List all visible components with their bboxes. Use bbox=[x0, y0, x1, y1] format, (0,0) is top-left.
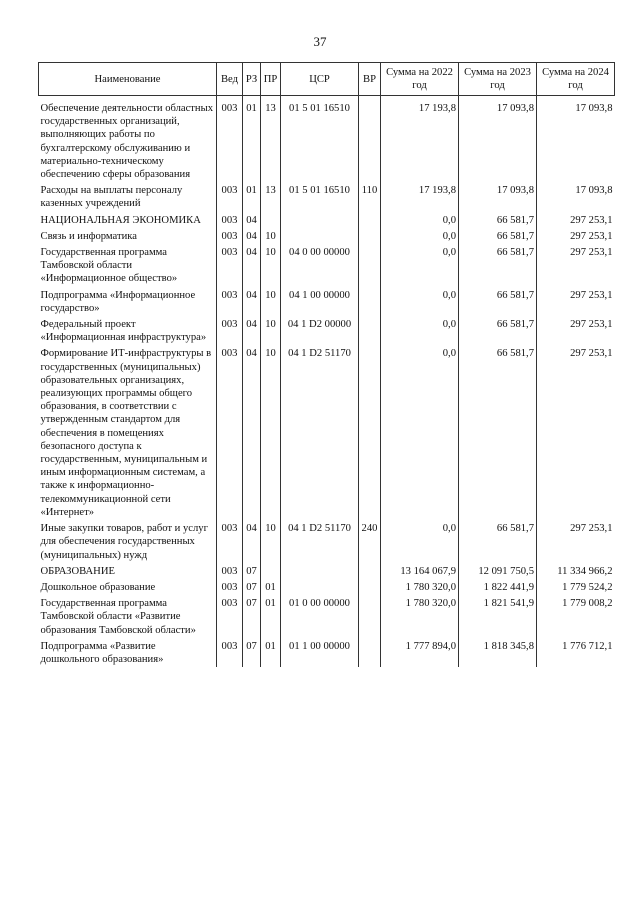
cell-csr: 04 1 D2 51170 bbox=[281, 345, 359, 520]
cell-pr bbox=[261, 212, 281, 228]
header-csr: ЦСР bbox=[281, 63, 359, 96]
cell-vr bbox=[359, 228, 381, 244]
cell-name: Обеспечение деятельности областных государственных организаций, выполняющих работы по бухгалтерскому обслуживанию и материально-техническому обеспечению сферы образования bbox=[39, 100, 217, 182]
header-name: Наименование bbox=[39, 63, 217, 96]
cell-pr: 13 bbox=[261, 182, 281, 211]
table-row bbox=[39, 595, 615, 638]
cell-rz: 07 bbox=[243, 563, 261, 579]
cell-rz: 07 bbox=[243, 579, 261, 595]
cell-sum-2024: 297 253,1 bbox=[570, 289, 613, 301]
cell-ved: 003 bbox=[217, 244, 243, 287]
table-row bbox=[39, 316, 615, 345]
cell-ved: 003 bbox=[217, 316, 243, 345]
cell-rz: 01 bbox=[243, 182, 261, 211]
cell-ved: 003 bbox=[217, 228, 243, 244]
cell-sum-2023: 17 093,8 bbox=[459, 182, 537, 211]
cell-sum-2024: 297 253,1 bbox=[570, 247, 613, 259]
cell-pr: 01 bbox=[261, 595, 281, 638]
cell-sum-2023: 1 818 345,8 bbox=[459, 638, 537, 667]
table-header bbox=[39, 63, 615, 96]
cell-name: Формирование ИТ-инфраструктуры в государственных (муниципальных) образовательных организациях, реализующих программы общего образования, в соответствии с утвержденным стандартом для обеспечения в помещениях безопасного доступа к государственным, муниципальным и иным информационным системам, а также к информационно-телекоммуникационной сети «Интернет» bbox=[39, 345, 217, 520]
table-body bbox=[39, 96, 615, 668]
cell-vr: 110 bbox=[359, 182, 381, 211]
cell-sum-2023: 66 581,7 bbox=[459, 316, 537, 345]
cell-sum-2024: 17 093,8 bbox=[575, 103, 613, 114]
table-row bbox=[39, 287, 615, 316]
header-sum-2022: Сумма на 2022 год bbox=[381, 63, 459, 96]
cell-vr bbox=[359, 287, 381, 316]
table-row bbox=[39, 182, 615, 211]
cell-rz: 04 bbox=[243, 212, 261, 228]
cell-sum-2022: 17 193,8 bbox=[381, 182, 459, 211]
cell-sum-2024: 297 253,1 bbox=[570, 319, 613, 331]
cell-sum-2022: 13 164 067,9 bbox=[381, 563, 459, 579]
cell-sum-2022: 1 780 320,0 bbox=[381, 595, 459, 638]
cell-csr bbox=[281, 212, 359, 228]
cell-sum-2023: 66 581,7 bbox=[459, 345, 537, 520]
cell-sum-2024: 1 779 008,2 bbox=[562, 598, 613, 610]
cell-vr bbox=[359, 345, 381, 520]
cell-sum-2023: 17 093,8 bbox=[459, 100, 537, 182]
table-row bbox=[39, 579, 615, 595]
cell-pr: 10 bbox=[261, 316, 281, 345]
table-row bbox=[39, 345, 615, 520]
cell-rz: 04 bbox=[243, 244, 261, 287]
cell-csr: 04 1 D2 51170 bbox=[281, 520, 359, 563]
cell-sum-2022: 17 193,8 bbox=[381, 100, 459, 182]
cell-csr: 01 5 01 16510 bbox=[281, 182, 359, 211]
cell-sum-2024: 11 334 966,2 bbox=[557, 565, 613, 577]
cell-sum-2022: 0,0 bbox=[381, 244, 459, 287]
cell-vr bbox=[359, 316, 381, 345]
cell-sum-2023: 66 581,7 bbox=[459, 212, 537, 228]
cell-vr: 240 bbox=[359, 520, 381, 563]
cell-sum-2022: 0,0 bbox=[381, 316, 459, 345]
cell-pr: 01 bbox=[261, 579, 281, 595]
header-vr: ВР bbox=[359, 63, 381, 96]
cell-pr: 10 bbox=[261, 244, 281, 287]
table-row bbox=[39, 244, 615, 287]
cell-ved: 003 bbox=[217, 287, 243, 316]
cell-pr: 10 bbox=[261, 345, 281, 520]
cell-sum-2022: 1 777 894,0 bbox=[381, 638, 459, 667]
cell-sum-2023: 66 581,7 bbox=[459, 228, 537, 244]
cell-sum-2022: 0,0 bbox=[381, 520, 459, 563]
cell-vr bbox=[359, 212, 381, 228]
cell-ved: 003 bbox=[217, 212, 243, 228]
cell-sum-2023: 66 581,7 bbox=[459, 244, 537, 287]
cell-ved: 003 bbox=[217, 100, 243, 182]
cell-vr bbox=[359, 638, 381, 667]
cell-ved: 003 bbox=[217, 638, 243, 667]
cell-rz: 04 bbox=[243, 287, 261, 316]
cell-ved: 003 bbox=[217, 520, 243, 563]
cell-sum-2022: 0,0 bbox=[381, 345, 459, 520]
cell-sum-2024: 1 779 524,2 bbox=[562, 581, 613, 593]
cell-rz: 07 bbox=[243, 595, 261, 638]
cell-name: НАЦИОНАЛЬНАЯ ЭКОНОМИКА bbox=[39, 212, 217, 228]
cell-csr: 04 1 00 00000 bbox=[281, 287, 359, 316]
table-row bbox=[39, 100, 615, 182]
cell-pr bbox=[261, 563, 281, 579]
cell-csr: 04 1 D2 00000 bbox=[281, 316, 359, 345]
cell-name: Государственная программа Тамбовской области «Развитие образования Тамбовской области» bbox=[39, 595, 217, 638]
cell-name: Связь и информатика bbox=[39, 228, 217, 244]
cell-ved: 003 bbox=[217, 345, 243, 520]
cell-rz: 04 bbox=[243, 316, 261, 345]
table-row bbox=[39, 228, 615, 244]
cell-vr bbox=[359, 100, 381, 182]
header-sum-2023: Сумма на 2023 год bbox=[459, 63, 537, 96]
cell-sum-2024: 297 253,1 bbox=[570, 230, 613, 242]
cell-name: Дошкольное образование bbox=[39, 579, 217, 595]
table-row bbox=[39, 212, 615, 228]
cell-pr: 13 bbox=[261, 100, 281, 182]
cell-sum-2024: 297 253,1 bbox=[570, 523, 613, 535]
cell-rz: 04 bbox=[243, 345, 261, 520]
cell-sum-2022: 0,0 bbox=[381, 228, 459, 244]
cell-ved: 003 bbox=[217, 563, 243, 579]
header-ved: Вед bbox=[217, 63, 243, 96]
cell-name: ОБРАЗОВАНИЕ bbox=[39, 563, 217, 579]
cell-csr: 01 5 01 16510 bbox=[281, 100, 359, 182]
cell-name: Государственная программа Тамбовской области «Информационное общество» bbox=[39, 244, 217, 287]
cell-sum-2022: 1 780 320,0 bbox=[381, 579, 459, 595]
cell-csr: 04 0 00 00000 bbox=[281, 244, 359, 287]
cell-pr: 10 bbox=[261, 287, 281, 316]
cell-name: Подпрограмма «Информационное государство» bbox=[39, 287, 217, 316]
cell-vr bbox=[359, 244, 381, 287]
cell-sum-2024: 297 253,1 bbox=[570, 214, 613, 226]
cell-name: Подпрограмма «Развитие дошкольного образования» bbox=[39, 638, 217, 667]
cell-pr: 10 bbox=[261, 228, 281, 244]
header-rz: РЗ bbox=[243, 63, 261, 96]
cell-csr: 01 1 00 00000 bbox=[281, 638, 359, 667]
cell-pr: 10 bbox=[261, 520, 281, 563]
cell-rz: 04 bbox=[243, 520, 261, 563]
cell-rz: 07 bbox=[243, 638, 261, 667]
cell-ved: 003 bbox=[217, 595, 243, 638]
cell-sum-2024: 297 253,1 bbox=[570, 348, 613, 360]
cell-vr bbox=[359, 579, 381, 595]
table-row bbox=[39, 520, 615, 563]
cell-name: Иные закупки товаров, работ и услуг для обеспечения государственных (муниципальных) нужд bbox=[39, 520, 217, 563]
cell-csr bbox=[281, 228, 359, 244]
cell-rz: 04 bbox=[243, 228, 261, 244]
budget-table bbox=[38, 62, 615, 667]
cell-sum-2022: 0,0 bbox=[381, 212, 459, 228]
cell-sum-2023: 12 091 750,5 bbox=[459, 563, 537, 579]
cell-ved: 003 bbox=[217, 579, 243, 595]
cell-name: Расходы на выплаты персоналу казенных учреждений bbox=[39, 182, 217, 211]
cell-sum-2023: 66 581,7 bbox=[459, 287, 537, 316]
header-pr: ПР bbox=[261, 63, 281, 96]
table-row bbox=[39, 563, 615, 579]
cell-sum-2024: 1 776 712,1 bbox=[562, 640, 613, 652]
cell-sum-2024: 17 093,8 bbox=[575, 185, 613, 197]
cell-vr bbox=[359, 563, 381, 579]
header-sum-2024: Сумма на 2024 год bbox=[537, 63, 615, 96]
cell-sum-2023: 1 822 441,9 bbox=[459, 579, 537, 595]
cell-sum-2022: 0,0 bbox=[381, 287, 459, 316]
cell-pr: 01 bbox=[261, 638, 281, 667]
table-row bbox=[39, 638, 615, 667]
cell-rz: 01 bbox=[243, 100, 261, 182]
cell-sum-2023: 1 821 541,9 bbox=[459, 595, 537, 638]
cell-csr: 01 0 00 00000 bbox=[281, 595, 359, 638]
cell-csr bbox=[281, 563, 359, 579]
cell-ved: 003 bbox=[217, 182, 243, 211]
cell-csr bbox=[281, 579, 359, 595]
page-number: 37 bbox=[313, 34, 327, 49]
cell-vr bbox=[359, 595, 381, 638]
cell-name: Федеральный проект «Информационная инфраструктура» bbox=[39, 316, 217, 345]
cell-sum-2023: 66 581,7 bbox=[459, 520, 537, 563]
